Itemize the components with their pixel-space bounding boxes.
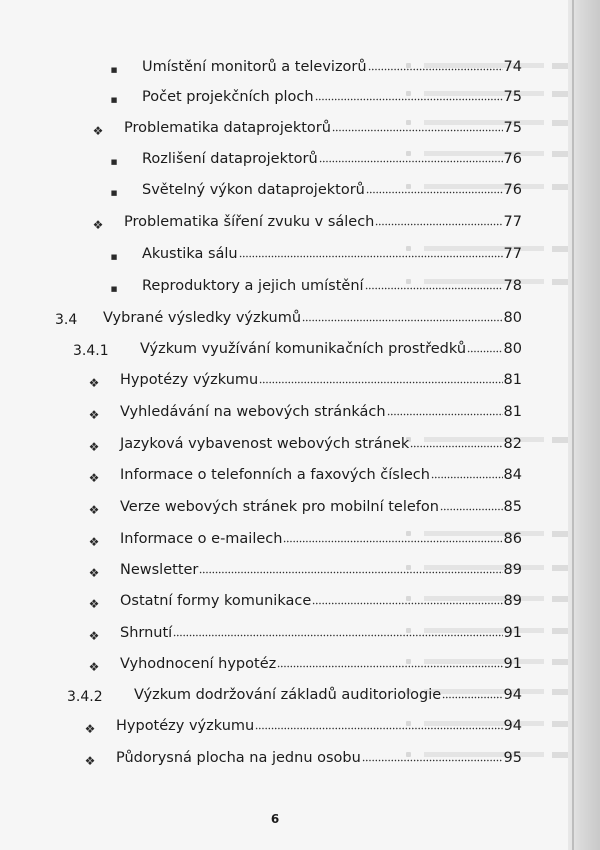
toc-entry[interactable] <box>120 499 522 521</box>
toc-entry[interactable] <box>142 89 522 111</box>
toc-entry-title: Shrnutí <box>120 625 173 641</box>
diamond-bullet-icon: ❖ <box>88 535 100 549</box>
toc-entry-page: 82 <box>503 436 522 452</box>
diamond-bullet-icon: ❖ <box>88 503 100 517</box>
toc-entry-page: 91 <box>503 625 522 641</box>
dot-leader <box>199 562 502 574</box>
toc-entry-title: Výzkum využívání komunikačních prostředků <box>140 341 467 357</box>
dot-leader <box>431 467 503 479</box>
toc-entry-title: Ostatní formy komunikace <box>120 593 312 609</box>
dot-leader <box>467 341 503 353</box>
toc-entry-title: Vyhledávání na webových stránkách <box>120 404 386 420</box>
square-bullet-icon: ■ <box>110 158 118 166</box>
dot-leader <box>312 593 502 605</box>
diamond-bullet-icon: ❖ <box>88 597 100 611</box>
toc-entry-page: 80 <box>503 310 522 326</box>
toc-entry[interactable] <box>124 214 522 236</box>
section-number: 3.4.1 <box>73 343 109 359</box>
diamond-bullet-icon: ❖ <box>92 124 104 138</box>
toc-entry[interactable] <box>120 531 522 553</box>
dot-leader <box>366 182 503 194</box>
dot-leader <box>259 372 502 384</box>
toc-entry-page: 75 <box>503 120 522 136</box>
dot-leader <box>368 59 503 71</box>
toc-entry[interactable] <box>120 562 522 584</box>
toc-entry[interactable] <box>103 310 522 332</box>
toc-entry-title: Newsletter <box>120 562 199 578</box>
toc-entry-title: Vyhodnocení hypotéz <box>120 656 277 672</box>
toc-entry-page: 95 <box>503 750 522 766</box>
toc-entry-title: Jazyková vybavenost webových stránek <box>120 436 410 452</box>
diamond-bullet-icon: ❖ <box>92 218 104 232</box>
toc-entry-title: Reproduktory a jejich umístění <box>142 278 364 294</box>
toc-entry-page: 89 <box>503 562 522 578</box>
toc-entry[interactable] <box>120 467 522 489</box>
toc-entry-page: 77 <box>503 214 522 230</box>
toc-entry-title: Informace o e-mailech <box>120 531 283 547</box>
toc-entry-page: 81 <box>503 404 522 420</box>
toc-entry-title: Počet projekčních ploch <box>142 89 314 105</box>
toc-entry-title: Verze webových stránek pro mobilní telefon <box>120 499 439 515</box>
dot-leader <box>410 436 502 448</box>
toc-entry[interactable] <box>134 687 522 709</box>
diamond-bullet-icon: ❖ <box>88 629 100 643</box>
section-number: 3.4 <box>55 312 78 328</box>
toc-entry-title: Umístění monitorů a televizorů <box>142 59 367 75</box>
toc-entry-page: 94 <box>503 687 522 703</box>
toc-entry-title: Půdorysná plocha na jednu osobu <box>116 750 361 766</box>
toc-entry-title: Problematika šíření zvuku v sálech <box>124 214 375 230</box>
toc-entry[interactable] <box>120 436 522 458</box>
dot-leader <box>442 687 502 699</box>
dot-leader <box>239 246 503 258</box>
toc-entry[interactable] <box>116 718 522 740</box>
toc-entry[interactable] <box>120 593 522 615</box>
dot-leader <box>365 278 503 290</box>
dot-leader <box>255 718 502 730</box>
diamond-bullet-icon: ❖ <box>84 754 96 768</box>
dot-leader <box>387 404 503 416</box>
diamond-bullet-icon: ❖ <box>88 408 100 422</box>
dot-leader <box>362 750 503 762</box>
dot-leader <box>375 214 502 226</box>
toc-entry-page: 94 <box>503 718 522 734</box>
toc-entry[interactable] <box>124 120 522 142</box>
diamond-bullet-icon: ❖ <box>88 440 100 454</box>
page-edge-shadow <box>568 0 600 850</box>
toc-entry-page: 74 <box>503 59 522 75</box>
toc-entry[interactable] <box>142 246 522 268</box>
toc-entry-page: 84 <box>503 467 522 483</box>
toc-entry-page: 78 <box>503 278 522 294</box>
toc-entry-page: 86 <box>503 531 522 547</box>
diamond-bullet-icon: ❖ <box>88 471 100 485</box>
square-bullet-icon: ■ <box>110 96 118 104</box>
section-number: 3.4.2 <box>67 689 103 705</box>
dot-leader <box>283 531 502 543</box>
square-bullet-icon: ■ <box>110 66 118 74</box>
toc-entry[interactable] <box>142 151 522 173</box>
toc-entry-title: Hypotézy výzkumu <box>116 718 255 734</box>
toc-entry-page: 81 <box>503 372 522 388</box>
toc-entry-title: Rozlišení dataprojektorů <box>142 151 318 167</box>
toc-entry[interactable] <box>120 404 522 426</box>
dot-leader <box>440 499 503 511</box>
toc-entry-page: 89 <box>503 593 522 609</box>
dot-leader <box>332 120 503 132</box>
toc-entry-page: 91 <box>503 656 522 672</box>
toc-entry[interactable] <box>120 625 522 647</box>
diamond-bullet-icon: ❖ <box>88 376 100 390</box>
toc-entry[interactable] <box>120 656 522 678</box>
toc-entry[interactable] <box>142 59 522 81</box>
diamond-bullet-icon: ❖ <box>84 722 96 736</box>
toc-entry-title: Akustika sálu <box>142 246 238 262</box>
toc-entry[interactable] <box>142 182 522 204</box>
toc-entry-page: 77 <box>503 246 522 262</box>
toc-entry-title: Vybrané výsledky výzkumů <box>103 310 302 326</box>
toc-entry-title: Problematika dataprojektorů <box>124 120 331 136</box>
square-bullet-icon: ■ <box>110 189 118 197</box>
dot-leader <box>315 89 503 101</box>
page-number: 6 <box>270 812 280 826</box>
toc-entry-page: 85 <box>503 499 522 515</box>
toc-entry-title: Výzkum dodržování základů auditoriologie <box>134 687 442 703</box>
diamond-bullet-icon: ❖ <box>88 660 100 674</box>
dot-leader <box>277 656 502 668</box>
toc-entry[interactable] <box>116 750 522 772</box>
diamond-bullet-icon: ❖ <box>88 566 100 580</box>
dot-leader <box>319 151 503 163</box>
toc-entry-title: Hypotézy výzkumu <box>120 372 259 388</box>
dot-leader <box>302 310 502 322</box>
toc-entry-page: 76 <box>503 182 522 198</box>
toc-entry[interactable] <box>142 278 522 300</box>
toc-entry[interactable] <box>140 341 522 363</box>
toc-entry-page: 76 <box>503 151 522 167</box>
toc-entry-page: 75 <box>503 89 522 105</box>
square-bullet-icon: ■ <box>110 253 118 261</box>
toc-entry-title: Informace o telefonních a faxových číslech <box>120 467 430 483</box>
square-bullet-icon: ■ <box>110 285 118 293</box>
toc-entry-page: 80 <box>503 341 522 357</box>
toc-entry[interactable] <box>120 372 522 394</box>
toc-entry-title: Světelný výkon dataprojektorů <box>142 182 365 198</box>
dot-leader <box>173 625 502 637</box>
